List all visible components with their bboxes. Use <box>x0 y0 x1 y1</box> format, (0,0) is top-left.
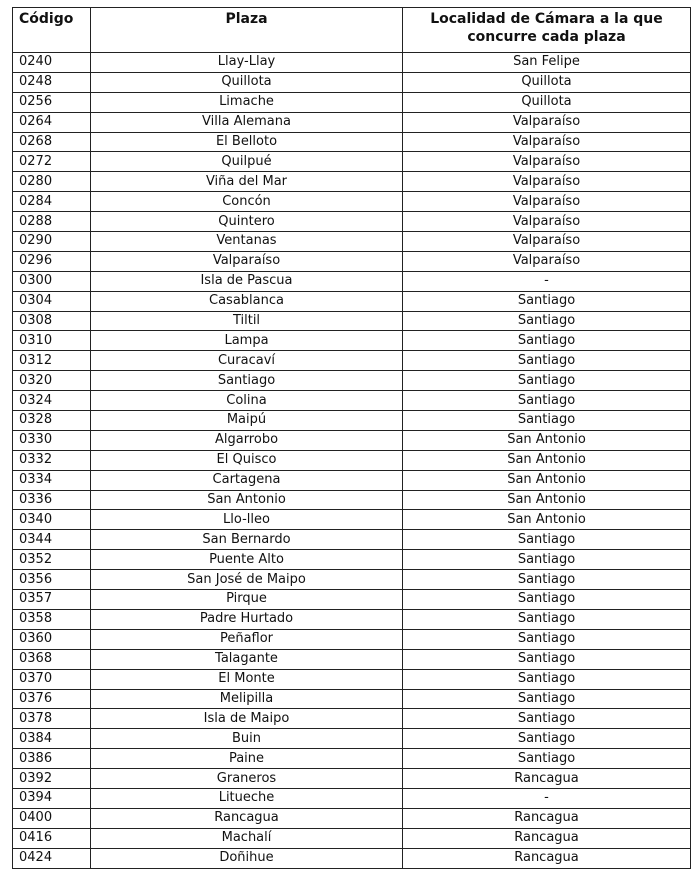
cell-plaza: El Quisco <box>91 450 403 470</box>
cell-plaza: Lampa <box>91 331 403 351</box>
cell-codigo: 0344 <box>13 530 91 550</box>
cell-codigo: 0268 <box>13 132 91 152</box>
cell-plaza: Llo-lleo <box>91 510 403 530</box>
table-row <box>13 53 691 73</box>
table-row <box>13 212 691 232</box>
cell-localidad: Valparaíso <box>403 251 691 271</box>
cell-localidad: San Antonio <box>403 510 691 530</box>
cell-localidad: Valparaíso <box>403 192 691 212</box>
plazas-table-container <box>12 7 690 869</box>
cell-localidad: Santiago <box>403 371 691 391</box>
cell-localidad: San Antonio <box>403 450 691 470</box>
table-row <box>13 769 691 789</box>
cell-codigo: 0400 <box>13 808 91 828</box>
table-row <box>13 669 691 689</box>
cell-plaza: Algarrobo <box>91 430 403 450</box>
cell-codigo: 0300 <box>13 271 91 291</box>
cell-plaza: Isla de Pascua <box>91 271 403 291</box>
cell-plaza: Cartagena <box>91 470 403 490</box>
cell-codigo: 0370 <box>13 669 91 689</box>
cell-plaza: San Antonio <box>91 490 403 510</box>
table-header <box>13 8 691 53</box>
table-row <box>13 251 691 271</box>
cell-codigo: 0384 <box>13 729 91 749</box>
cell-plaza: Pirque <box>91 590 403 610</box>
cell-codigo: 0376 <box>13 689 91 709</box>
cell-localidad: Valparaíso <box>403 152 691 172</box>
cell-plaza: Litueche <box>91 788 403 808</box>
cell-localidad: Valparaíso <box>403 172 691 192</box>
table-row <box>13 649 691 669</box>
table-row <box>13 331 691 351</box>
cell-plaza: Colina <box>91 391 403 411</box>
cell-localidad: Santiago <box>403 649 691 669</box>
cell-codigo: 0356 <box>13 570 91 590</box>
cell-plaza: Puente Alto <box>91 550 403 570</box>
cell-plaza: Santiago <box>91 371 403 391</box>
cell-localidad: Santiago <box>403 629 691 649</box>
cell-localidad: Rancagua <box>403 828 691 848</box>
cell-plaza: Isla de Maipo <box>91 709 403 729</box>
cell-localidad: Santiago <box>403 411 691 431</box>
cell-codigo: 0368 <box>13 649 91 669</box>
table-row <box>13 291 691 311</box>
cell-localidad: Valparaíso <box>403 112 691 132</box>
table-row <box>13 232 691 252</box>
cell-plaza: Villa Alemana <box>91 112 403 132</box>
table-row <box>13 729 691 749</box>
cell-plaza: Curacaví <box>91 351 403 371</box>
cell-localidad: Santiago <box>403 749 691 769</box>
cell-plaza: Doñihue <box>91 848 403 868</box>
cell-localidad: - <box>403 271 691 291</box>
cell-plaza: Talagante <box>91 649 403 669</box>
cell-localidad: San Antonio <box>403 470 691 490</box>
table-row <box>13 689 691 709</box>
cell-localidad: Quillota <box>403 72 691 92</box>
cell-plaza: Ventanas <box>91 232 403 252</box>
cell-codigo: 0312 <box>13 351 91 371</box>
table-row <box>13 311 691 331</box>
cell-plaza: Buin <box>91 729 403 749</box>
table-row <box>13 828 691 848</box>
table-row <box>13 510 691 530</box>
table-row <box>13 450 691 470</box>
cell-codigo: 0284 <box>13 192 91 212</box>
cell-plaza: El Belloto <box>91 132 403 152</box>
cell-codigo: 0357 <box>13 590 91 610</box>
cell-plaza: Quintero <box>91 212 403 232</box>
cell-codigo: 0280 <box>13 172 91 192</box>
cell-codigo: 0308 <box>13 311 91 331</box>
cell-plaza: Concón <box>91 192 403 212</box>
cell-codigo: 0416 <box>13 828 91 848</box>
cell-plaza: Quillota <box>91 72 403 92</box>
cell-localidad: Rancagua <box>403 848 691 868</box>
table-row <box>13 629 691 649</box>
table-row <box>13 808 691 828</box>
cell-codigo: 0336 <box>13 490 91 510</box>
cell-plaza: Maipú <box>91 411 403 431</box>
cell-localidad: Valparaíso <box>403 232 691 252</box>
table-row <box>13 470 691 490</box>
cell-localidad: San Antonio <box>403 430 691 450</box>
cell-codigo: 0288 <box>13 212 91 232</box>
cell-plaza: San Bernardo <box>91 530 403 550</box>
cell-localidad: San Antonio <box>403 490 691 510</box>
table-row <box>13 430 691 450</box>
cell-codigo: 0264 <box>13 112 91 132</box>
cell-localidad: Santiago <box>403 351 691 371</box>
table-row <box>13 172 691 192</box>
cell-codigo: 0240 <box>13 53 91 73</box>
cell-plaza: Viña del Mar <box>91 172 403 192</box>
cell-plaza: Peñaflor <box>91 629 403 649</box>
cell-codigo: 0386 <box>13 749 91 769</box>
table-row <box>13 271 691 291</box>
cell-localidad: Valparaíso <box>403 132 691 152</box>
cell-codigo: 0360 <box>13 629 91 649</box>
header-codigo: Código <box>13 8 91 53</box>
table-row <box>13 709 691 729</box>
cell-codigo: 0296 <box>13 251 91 271</box>
cell-codigo: 0324 <box>13 391 91 411</box>
table-row <box>13 192 691 212</box>
cell-plaza: Quilpué <box>91 152 403 172</box>
table-row <box>13 411 691 431</box>
cell-localidad: Santiago <box>403 669 691 689</box>
cell-plaza: Llay-Llay <box>91 53 403 73</box>
cell-codigo: 0392 <box>13 769 91 789</box>
table-row <box>13 749 691 769</box>
cell-plaza: Tiltil <box>91 311 403 331</box>
cell-codigo: 0352 <box>13 550 91 570</box>
cell-codigo: 0290 <box>13 232 91 252</box>
cell-localidad: Santiago <box>403 709 691 729</box>
table-row <box>13 391 691 411</box>
cell-codigo: 0248 <box>13 72 91 92</box>
cell-codigo: 0332 <box>13 450 91 470</box>
cell-localidad: Santiago <box>403 570 691 590</box>
cell-codigo: 0358 <box>13 609 91 629</box>
cell-codigo: 0330 <box>13 430 91 450</box>
table-row <box>13 848 691 868</box>
table-row <box>13 132 691 152</box>
cell-plaza: Graneros <box>91 769 403 789</box>
plazas-table <box>12 7 691 869</box>
cell-localidad: Valparaíso <box>403 212 691 232</box>
cell-localidad: Santiago <box>403 550 691 570</box>
cell-codigo: 0304 <box>13 291 91 311</box>
cell-plaza: Valparaíso <box>91 251 403 271</box>
cell-codigo: 0424 <box>13 848 91 868</box>
table-row <box>13 351 691 371</box>
cell-plaza: El Monte <box>91 669 403 689</box>
cell-plaza: Machalí <box>91 828 403 848</box>
table-body <box>13 53 691 869</box>
table-row <box>13 92 691 112</box>
cell-codigo: 0310 <box>13 331 91 351</box>
cell-localidad: Santiago <box>403 391 691 411</box>
cell-localidad: Santiago <box>403 689 691 709</box>
cell-plaza: San José de Maipo <box>91 570 403 590</box>
cell-localidad: Santiago <box>403 311 691 331</box>
table-row <box>13 152 691 172</box>
table-row <box>13 371 691 391</box>
cell-codigo: 0256 <box>13 92 91 112</box>
cell-plaza: Padre Hurtado <box>91 609 403 629</box>
cell-plaza: Melipilla <box>91 689 403 709</box>
table-row <box>13 112 691 132</box>
cell-plaza: Casablanca <box>91 291 403 311</box>
cell-plaza: Rancagua <box>91 808 403 828</box>
cell-codigo: 0378 <box>13 709 91 729</box>
header-localidad: Localidad de Cámara a la que concurre cada plaza <box>403 8 691 53</box>
table-row <box>13 609 691 629</box>
cell-localidad: - <box>403 788 691 808</box>
header-row <box>13 8 691 53</box>
cell-codigo: 0394 <box>13 788 91 808</box>
cell-codigo: 0272 <box>13 152 91 172</box>
table-row <box>13 490 691 510</box>
cell-codigo: 0334 <box>13 470 91 490</box>
cell-localidad: San Felipe <box>403 53 691 73</box>
cell-plaza: Paine <box>91 749 403 769</box>
cell-localidad: Quillota <box>403 92 691 112</box>
table-row <box>13 72 691 92</box>
cell-codigo: 0328 <box>13 411 91 431</box>
cell-localidad: Santiago <box>403 590 691 610</box>
cell-localidad: Rancagua <box>403 808 691 828</box>
table-row <box>13 788 691 808</box>
cell-localidad: Santiago <box>403 331 691 351</box>
cell-localidad: Santiago <box>403 729 691 749</box>
cell-codigo: 0340 <box>13 510 91 530</box>
header-plaza: Plaza <box>91 8 403 53</box>
table-row <box>13 530 691 550</box>
cell-plaza: Limache <box>91 92 403 112</box>
table-row <box>13 550 691 570</box>
table-row <box>13 590 691 610</box>
cell-codigo: 0320 <box>13 371 91 391</box>
table-row <box>13 570 691 590</box>
cell-localidad: Santiago <box>403 291 691 311</box>
cell-localidad: Santiago <box>403 609 691 629</box>
cell-localidad: Santiago <box>403 530 691 550</box>
cell-localidad: Rancagua <box>403 769 691 789</box>
